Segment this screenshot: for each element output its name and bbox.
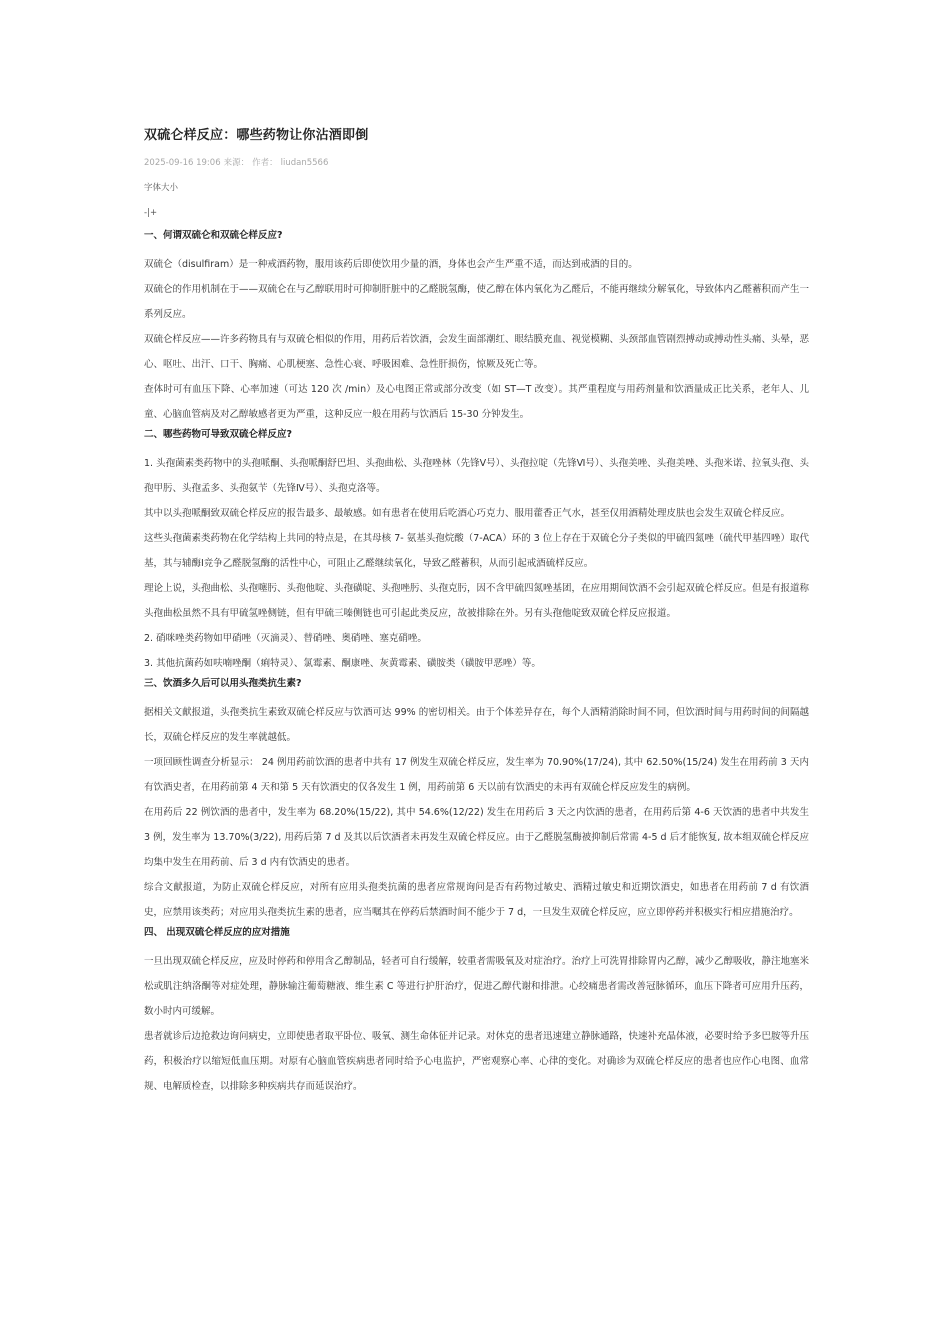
source-label: 来源： — [223, 158, 250, 168]
paragraph: 双硫仑的作用机制在于——双硫仑在与乙醇联用时可抑制肝脏中的乙醛脱氢酶，使乙醇在体内氧化为乙醛后，不能再继续分解氧化，导致体内乙醛蓄积而产生一系列反应。 — [144, 284, 810, 320]
font-size-controls — [144, 207, 809, 219]
paragraph: 3. 其他抗菌药如呋喃唑酮（痢特灵）、氯霉素、酮康唑、灰黄霉素、磺胺类（磺胺甲恶唑）等。 — [144, 658, 541, 669]
author-label: 作者： — [252, 158, 278, 168]
paragraph: 2. 硝咪唑类药物如甲硝唑（灭滴灵）、替硝唑、奥硝唑、塞克硝唑。 — [144, 633, 427, 644]
paragraph: 双硫仑（disulfiram）是一种戒酒药物，服用该药后即使饮用少量的酒，身体也会产生严重不适，而达到戒酒的目的。 — [144, 259, 638, 270]
article — [144, 126, 809, 1099]
paragraph: 患者就诊后边抢救边询问病史，立即使患者取平卧位、吸氧、测生命体征并记录。对休克的患者迅速建立静脉通路，快速补充晶体液，必要时给予多巴胺等升压药，积极治疗以缩短低血压期。对原有心脑血管疾病患者同时给予心电监护，严密观察心率、心律的变化。对确诊为双硫仑样反应的患者也应作心电图、血常规、电解质检查，以排除多种疾病共存而延误治疗。 — [144, 1031, 810, 1092]
paragraph: 查体时可有血压下降、心率加速（可达 120 次 /min）及心电图正常或部分改变（如 ST—T 改变）。其严重程度与用药剂量和饮酒量成正比关系，老年人、儿童、心脑血管病及对乙醇敏感者更为严重，这种反应一般在用药与饮酒后 15-30 分钟发生。 — [144, 384, 809, 420]
article-title: 双硫仑样反应：哪些药物让你沾酒即倒 — [144, 128, 369, 143]
paragraph: 其中以头孢哌酮致双硫仑样反应的报告最多、最敏感。如有患者在使用后吃酒心巧克力、服用藿香正气水，甚至仅用酒精处理皮肤也会发生双硫仑样反应。 — [144, 508, 791, 519]
paragraph: 综合文献报道，为防止双硫仑样反应，对所有应用头孢类抗菌的患者应常规询问是否有药物过敏史、酒精过敏史和近期饮酒史，如患者在用药前 7 d 有饮酒史，应禁用该类药；对应用头孢类抗生素的患者，应当嘱其在停药后禁酒时间不能少于 7 d，一旦发生双硫仑样反应，应立即停药并积极实行相应措施治疗。 — [144, 882, 809, 918]
font-decrease-button[interactable]: - — [144, 208, 148, 218]
section-heading: 三、饮酒多久后可以用头孢类抗生素? — [144, 678, 302, 689]
paragraph: 理论上说，头孢曲松、头孢噻肟、头孢他啶、头孢磺啶、头孢唑肟、头孢克肟，因不含甲硫四氮唑基团，在应用期间饮酒不会引起双硫仑样反应。但是有报道称头孢曲松虽然不具有甲硫氢唑侧链，但有甲硫三嗪侧链也可引起此类反应，故被排除在外。另有头孢他啶致双硫仑样反应报道。 — [144, 583, 810, 619]
section-3 — [144, 676, 809, 925]
font-increase-button[interactable]: + — [149, 208, 158, 218]
paragraph: 1. 头孢菌素类药物中的头孢哌酮、头孢哌酮舒巴坦、头孢曲松、头孢唑林（先锋Ⅴ号）、头孢拉啶（先锋Ⅵ号）、头孢美唑、头孢美唑、头孢米诺、拉氧头孢、头孢甲肟、头孢孟多、头孢氨苄（先锋Ⅳ号）、头孢克洛等。 — [144, 458, 809, 494]
author-name[interactable]: liudan5566 — [280, 158, 329, 168]
section-1 — [144, 228, 809, 427]
section-2 — [144, 427, 809, 676]
font-separator: | — [147, 208, 150, 218]
paragraph: 一项回顾性调查分析显示： 24 例用药前饮酒的患者中共有 17 例发生双硫仑样反应，发生率为 70.90%(17/24), 其中 62.50%(15/24) 发生在用药前 3 天内有饮酒史者，在用药前第 4 天和第 5 天有饮酒史的仅各发生 1 例，用药前第 6 天以前有饮酒史的未再有双硫仑样反应发生的病例。 — [144, 757, 809, 793]
paragraph: 双硫仑样反应——许多药物具有与双硫仑相似的作用，用药后若饮酒，会发生面部潮红、眼结膜充血、视觉模糊、头颈部血管剧烈搏动或搏动性头痛、头晕，恶心、呕吐、出汗、口干、胸痛、心肌梗塞、急性心衰、呼吸困难、急性肝损伤，惊厥及死亡等。 — [144, 334, 810, 370]
article-meta — [144, 157, 809, 169]
font-size-label: 字体大小 — [144, 183, 179, 193]
paragraph: 在用药后 22 例饮酒的患者中，发生率为 68.20%(15/22), 其中 54.6%(12/22) 发生在用药后 3 天之内饮酒的患者，在用药后第 4-6 天饮酒的患者中共发生 3 例，发生率为 13.70%(3/22), 用药后第 7 d 及其以后饮酒者未再发生双硫仑样反应。由于乙醛脱氢酶被抑制后常需 4-5 d 后才能恢复, 故本组双硫仑样反应均集中发生在用药前、后 3 d 内有饮酒史的患者。 — [144, 807, 809, 868]
article-date: 2025-09-16 19:06 — [144, 158, 221, 168]
section-heading: 二、哪些药物可导致双硫仑样反应? — [144, 429, 293, 440]
paragraph: 这些头孢菌素类药物在化学结构上共同的特点是，在其母核 7- 氨基头孢烷酸（7-ACA）环的 3 位上存在于双硫仑分子类似的甲硫四氮唑（硫代甲基四唑）取代基，其与辅酶Ⅰ竞争乙醛脱氢酶的活性中心，可阻止乙醛继续氧化，导致乙醛蓄积，从而引起戒酒硫样反应。 — [144, 533, 809, 569]
section-4 — [144, 925, 809, 1099]
paragraph: 一旦出现双硫仑样反应，应及时停药和停用含乙醇制品，轻者可自行缓解，较重者需吸氧及对症治疗。治疗上可洗胃排除胃内乙醇，减少乙醇吸收，静注地塞米松或肌注纳洛酮等对症处理，静脉输注葡萄糖液、维生素 C 等进行护肝治疗，促进乙醇代谢和排泄。心绞痛患者需改善冠脉循环，血压下降者可应用升压药，数小时内可缓解。 — [144, 956, 810, 1017]
section-heading: 一、何谓双硫仑和双硫仑样反应? — [144, 230, 283, 241]
paragraph: 据相关文献报道，头孢类抗生素致双硫仑样反应与饮酒可达 99% 的密切相关。由于个体差异存在，每个人酒精消除时间不同，但饮酒时间与用药时间的间隔越长，双硫仑样反应的发生率就越低。 — [144, 707, 809, 743]
section-heading: 四、 出现双硫仑样反应的应对措施 — [144, 927, 290, 938]
